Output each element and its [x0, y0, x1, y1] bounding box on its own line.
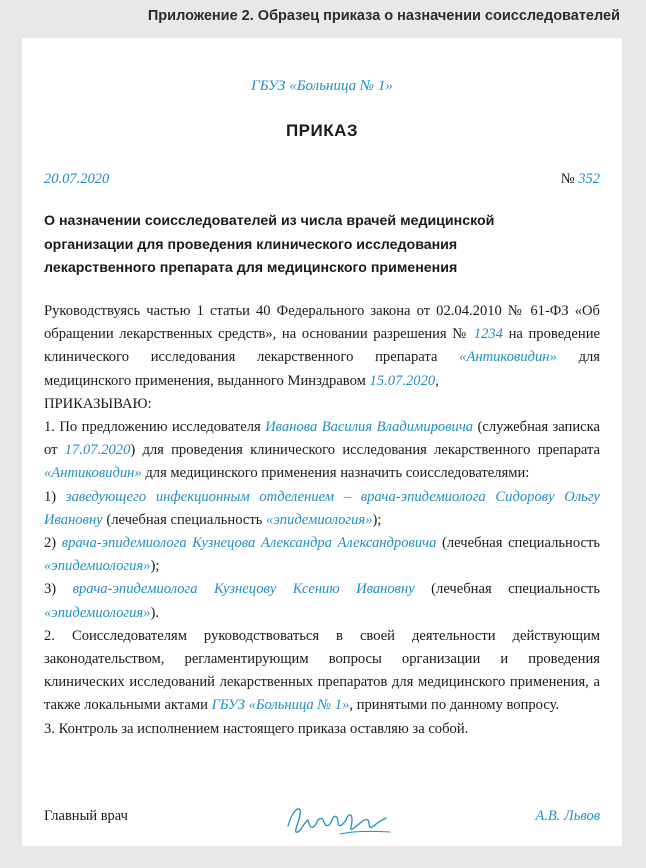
order-document	[22, 38, 622, 846]
specialty: «эпидемиология»	[44, 604, 151, 621]
investigator-name: Иванова Василия Владимировича	[265, 419, 474, 436]
order-subject: О назначении соисследователей из числа врачей медицинской организации для проведения клинического исследования лекарственного препарата для медицинского применения	[44, 213, 495, 276]
permit-date: 15.07.2020	[369, 372, 436, 389]
signature-block	[44, 808, 600, 848]
specialty: «эпидемиология»	[44, 558, 151, 575]
clause-2: 2. Соисследователям руководствоваться в своей деятельности действующим законодательством, регламентирующим вопросы организации и проведения клинических исследований лекарственных препаратов для медицинского применения, а также локальными актами ГБУЗ «Больница № 1», принятыми по данному вопросу.	[44, 627, 600, 714]
specialty: «эпидемиология»	[266, 511, 373, 528]
co-investigator-2: врача-эпидемиолога Кузнецова Александра Александровича	[61, 535, 437, 552]
document-type: ПРИКАЗ	[285, 121, 359, 140]
co-investigator-3: врача-эпидемиолога Кузнецову Ксению Ивановну	[72, 581, 415, 598]
intro-paragraph: Руководствуясь частью 1 статьи 40 Федерального закона от 02.04.2010 № 61-ФЗ «Об обращении лекарственных средств», на основании разрешения № 1234 на проведение клинического исследования лекарственного препарата «Антиковидин» для медицинского применения, выданного Минздравом 15.07.2020,	[44, 303, 600, 389]
clause-3: 3. Контроль за исполнением настоящего приказа оставляю за собой.	[44, 720, 469, 737]
signatory-position: Главный врач	[44, 808, 128, 824]
organization-name: ГБУЗ «Больница № 1»	[251, 78, 393, 94]
appendix-title: Приложение 2. Образец приказа о назначении соисследователей	[147, 8, 620, 24]
list-item: 2) врача-эпидемиолога Кузнецова Александра Александровича (лечебная специальность «эпидемиология»);	[44, 535, 600, 575]
order-word: ПРИКАЗЫВАЮ:	[44, 395, 152, 412]
number-value: 352	[578, 171, 600, 187]
signatory-name: А.В. Львов	[535, 808, 600, 824]
order-number	[561, 171, 600, 188]
drug-name: «Антиковидин»	[44, 465, 142, 482]
permit-number: 1234	[473, 326, 503, 343]
order-body	[44, 300, 600, 741]
clause-1: 1. По предложению исследователя Иванова Василия Владимировича (служебная записка от 17.07.2020) для проведения клинического исследования лекарственного препарата «Антиковидин» для медицинского применения назначить соисследователями:	[44, 419, 600, 482]
page-header	[0, 0, 646, 38]
drug-name: «Антиковидин»	[459, 349, 557, 366]
memo-date: 17.07.2020	[64, 442, 131, 459]
organization-ref: ГБУЗ «Больница № 1»	[211, 697, 350, 714]
co-investigator-1: заведующего инфекционным отделением – врача-эпидемиолога Сидорову Ольгу Ивановну	[44, 488, 600, 528]
handwritten-signature	[282, 798, 392, 838]
number-label: №	[560, 171, 575, 187]
order-date: 20.07.2020	[44, 171, 110, 187]
list-item: 3) врача-эпидемиолога Кузнецову Ксению Ивановну (лечебная специальность «эпидемиология»).	[44, 581, 601, 621]
list-item: 1) заведующего инфекционным отделением – врача-эпидемиолога Сидорову Ольгу Ивановну (лечебная специальность «эпидемиология»);	[44, 488, 600, 528]
